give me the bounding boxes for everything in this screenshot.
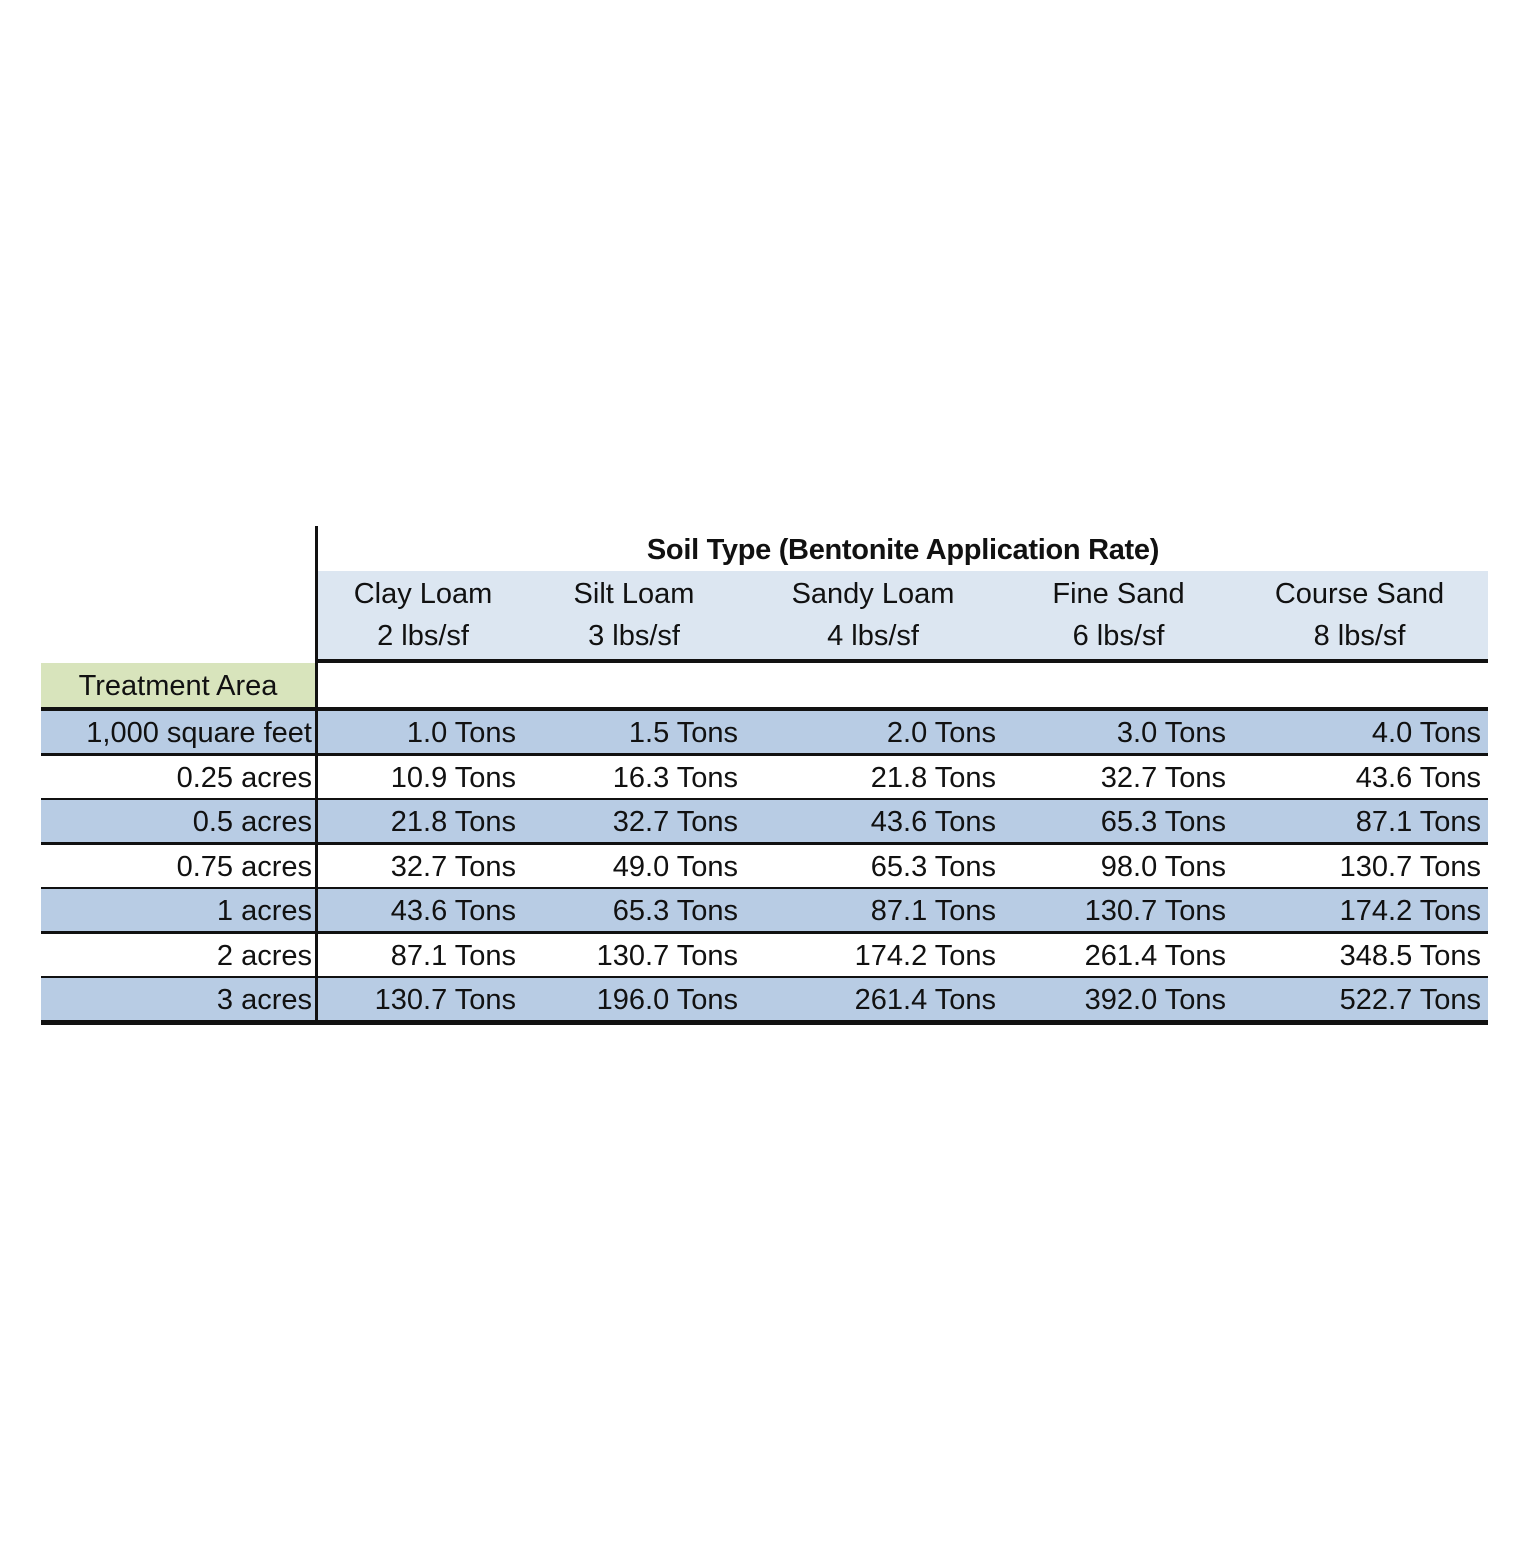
table-cell: 2.0 Tons: [886, 717, 996, 749]
table-cell: 10.9 Tons: [390, 761, 516, 794]
row-label: 0.25 acres: [176, 761, 312, 794]
table-cell: 32.7 Tons: [1100, 761, 1226, 794]
column-rate: 6 lbs/sf: [1072, 620, 1165, 652]
table-cell: 65.3 Tons: [1100, 806, 1226, 838]
treatment-area-label: Treatment Area: [41, 663, 315, 708]
table-cell: 3.0 Tons: [1116, 717, 1226, 749]
table-cell: 65.3 Tons: [870, 850, 996, 883]
table-row: [41, 800, 1488, 842]
table-cell: 196.0 Tons: [596, 984, 738, 1016]
column-rate: 8 lbs/sf: [1313, 620, 1406, 652]
table-cell: 16.3 Tons: [612, 761, 738, 794]
table-cell: 32.7 Tons: [612, 806, 738, 838]
column-name: Sandy Loam: [791, 578, 955, 610]
table-cell: 4.0 Tons: [1371, 717, 1481, 749]
table-row: [41, 889, 1488, 931]
table-row: [41, 756, 1488, 798]
table-cell: 87.1 Tons: [1355, 806, 1481, 838]
table-cell: 21.8 Tons: [390, 806, 516, 838]
table-bottom-rule: [41, 1020, 1488, 1025]
table-cell: 43.6 Tons: [1355, 761, 1481, 794]
column-name: Silt Loam: [573, 578, 695, 610]
table-row: [41, 845, 1488, 887]
table-cell: 49.0 Tons: [612, 850, 738, 883]
application-rate-table: [41, 526, 1488, 1026]
table-cell: 130.7 Tons: [1339, 850, 1481, 883]
row-label: 2 acres: [216, 939, 312, 972]
column-rate: 4 lbs/sf: [827, 620, 919, 652]
table-cell: 65.3 Tons: [612, 895, 738, 927]
table-cell: 98.0 Tons: [1100, 850, 1226, 883]
row-label-divider: [315, 526, 318, 1023]
table-cell: 174.2 Tons: [1339, 895, 1481, 927]
row-label: 0.5 acres: [192, 806, 312, 838]
table-title: Soil Type (Bentonite Application Rate): [646, 534, 1160, 566]
table-row: [41, 934, 1488, 976]
table-row: [41, 978, 1488, 1020]
column-rate: 2 lbs/sf: [377, 620, 469, 652]
table-cell: 87.1 Tons: [870, 895, 996, 927]
table-cell: 261.4 Tons: [1084, 939, 1226, 972]
table-cell: 21.8 Tons: [870, 761, 996, 794]
table-cell: 174.2 Tons: [854, 939, 996, 972]
table-cell: 130.7 Tons: [374, 984, 516, 1016]
row-label: 3 acres: [216, 984, 312, 1016]
table-cell: 348.5 Tons: [1339, 939, 1481, 972]
table-cell: 130.7 Tons: [1084, 895, 1226, 927]
column-header-silt-loam: [528, 571, 740, 659]
column-name: Clay Loam: [353, 578, 493, 610]
table-cell: 32.7 Tons: [390, 850, 516, 883]
header-divider: [318, 659, 1488, 663]
column-header-fine-sand: [1006, 571, 1231, 659]
table-cell: 130.7 Tons: [596, 939, 738, 972]
column-header-sandy-loam: [740, 571, 1006, 659]
column-header-clay-loam: [318, 571, 528, 659]
row-label: 0.75 acres: [176, 850, 312, 883]
table-cell: 43.6 Tons: [870, 806, 996, 838]
table-cell: 87.1 Tons: [390, 939, 516, 972]
table-cell: 1.0 Tons: [406, 717, 516, 749]
row-label: 1 acres: [216, 895, 312, 927]
table-cell: 261.4 Tons: [854, 984, 996, 1016]
row-label: 1,000 square feet: [86, 717, 312, 749]
table-cell: 392.0 Tons: [1084, 984, 1226, 1016]
table-cell: 43.6 Tons: [390, 895, 516, 927]
table-row: [41, 711, 1488, 753]
table-cell: 522.7 Tons: [1339, 984, 1481, 1016]
column-header-course-sand: [1231, 571, 1488, 659]
column-name: Fine Sand: [1052, 578, 1185, 610]
column-rate: 3 lbs/sf: [588, 620, 680, 652]
table-cell: 1.5 Tons: [628, 717, 738, 749]
column-name: Course Sand: [1274, 578, 1445, 610]
